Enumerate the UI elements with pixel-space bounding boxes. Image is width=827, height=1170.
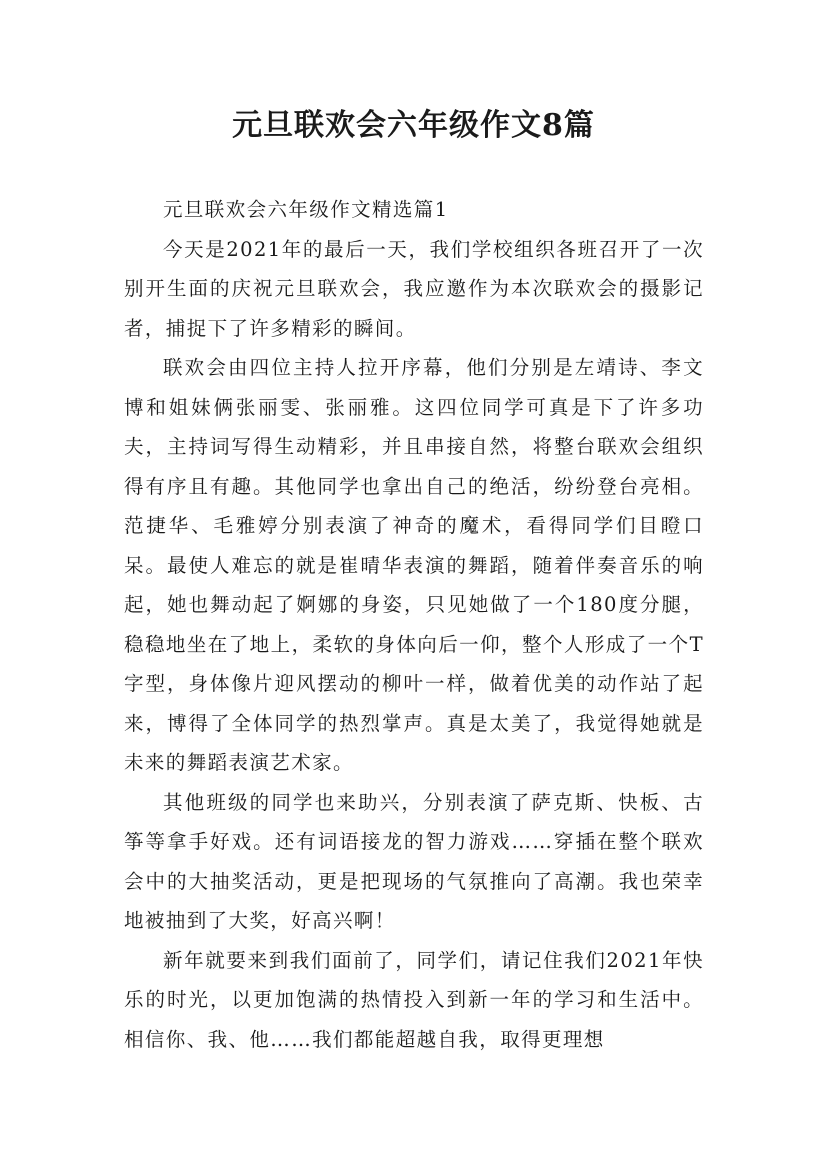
document-body — [124, 190, 704, 1059]
paragraph-4: 新年就要来到我们面前了，同学们，请记住我们2021年快乐的时光，以更加饱满的热情投入到新一年的学习和生活中。相信你、我、他……我们都能超越自我，取得更理想 — [124, 948, 704, 1051]
paragraph-1: 今天是2021年的最后一天，我们学校组织各班召开了一次别开生面的庆祝元旦联欢会，我应邀作为本次联欢会的摄影记者，捕捉下了许多精彩的瞬间。 — [124, 237, 704, 340]
section-heading: 元旦联欢会六年级作文精选篇1 — [163, 198, 449, 221]
paragraph-2: 联欢会由四位主持人拉开序幕，他们分别是左靖诗、李文博和姐妹俩张丽雯、张丽雅。这四位同学可真是下了许多功夫，主持词写得生动精彩，并且串接自然，将整台联欢会组织得有序且有趣。其他同学也拿出自己的绝活，纷纷登台亮相。范捷华、毛雅婷分别表演了神奇的魔术，看得同学们目瞪口呆。最使人难忘的就是崔晴华表演的舞蹈，随着伴奏音乐的响起，她也舞动起了婀娜的身姿，只见她做了一个180度分腿，稳稳地坐在了地上，柔软的身体向后一仰，整个人形成了一个T字型，身体像片迎风摆动的柳叶一样，做着优美的动作站了起来，博得了全体同学的热烈掌声。真是太美了，我觉得她就是未来的舞蹈表演艺术家。 — [124, 356, 704, 774]
document-title: 元旦联欢会六年级作文8篇 — [232, 108, 595, 143]
paragraph-3: 其他班级的同学也来助兴，分别表演了萨克斯、快板、古筝等拿手好戏。还有词语接龙的智力游戏……穿插在整个联欢会中的大抽奖活动，更是把现场的气氛推向了高潮。我也荣幸地被抽到了大奖，好高兴啊！ — [124, 790, 704, 932]
